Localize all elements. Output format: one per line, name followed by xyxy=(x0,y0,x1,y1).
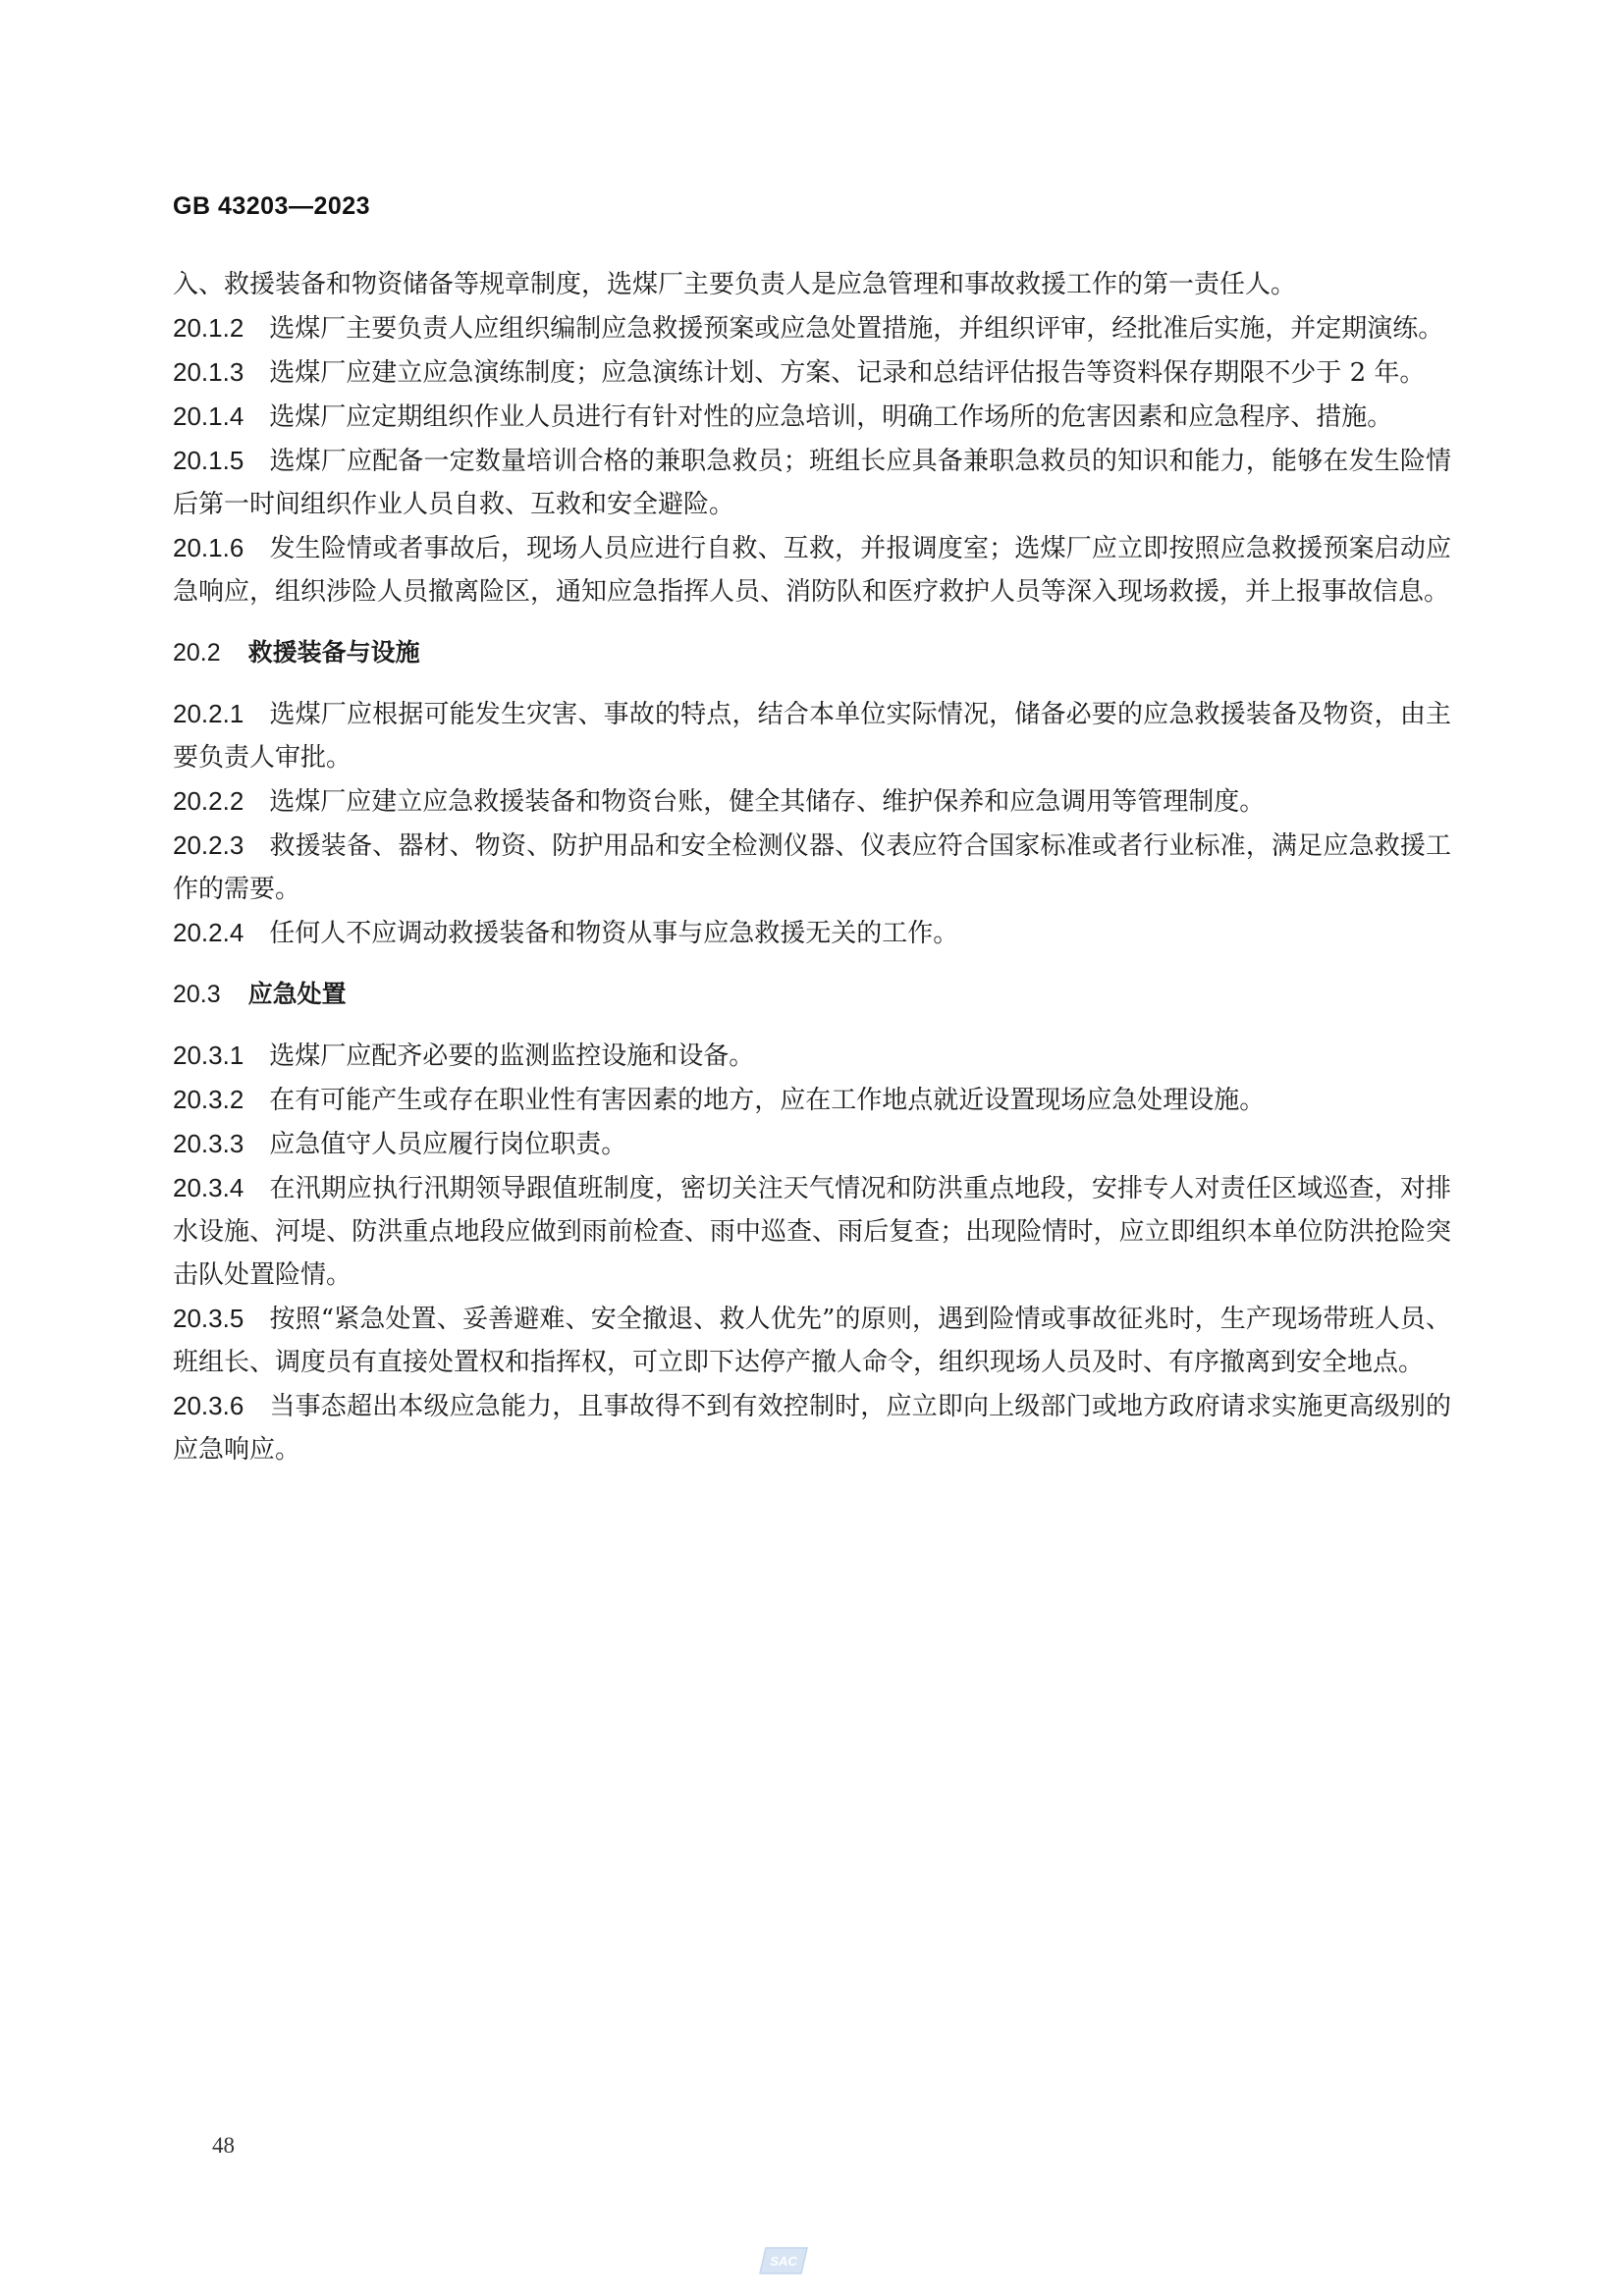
clause-text: 在汛期应执行汛期领导跟值班制度，密切关注天气情况和防洪重点地段，安排专人对责任区域巡查，对排水设施、河堤、防洪重点地段应做到雨前检查、雨中巡查、雨后复查；出现险情时，应立即组织本单位防洪抢险突击队处置险情。 xyxy=(173,1174,1451,1290)
clause-text: 选煤厂主要负责人应组织编制应急救援预案或应急处置措施，并组织评审，经批准后实施，并定期演练。 xyxy=(269,314,1444,344)
standard-code: GB 43203—2023 xyxy=(173,192,371,220)
clause-number: 20.1.5 xyxy=(173,446,244,475)
clause-number: 20.3.4 xyxy=(173,1173,244,1202)
clause-number: 20.3.5 xyxy=(173,1304,244,1333)
section-heading-20-3 xyxy=(173,973,1451,1016)
section-title: 应急处置 xyxy=(247,980,347,1008)
clause-number: 20.2.3 xyxy=(173,830,244,860)
clause-20-1-5 xyxy=(173,439,1451,526)
clause-text: 应急值守人员应履行岗位职责。 xyxy=(269,1130,627,1159)
clause-number: 20.3.3 xyxy=(173,1129,244,1158)
clause-20-1-4 xyxy=(173,395,1451,439)
clause-number: 20.2.4 xyxy=(173,918,244,947)
clause-number: 20.3.2 xyxy=(173,1085,244,1114)
clause-text: 选煤厂应定期组织作业人员进行有针对性的应急培训，明确工作场所的危害因素和应急程序、措施。 xyxy=(269,402,1393,432)
clause-number: 20.3.6 xyxy=(173,1391,244,1420)
clause-number: 20.1.6 xyxy=(173,533,244,562)
clause-number: 20.1.4 xyxy=(173,401,244,431)
clause-20-3-5 xyxy=(173,1297,1451,1384)
clause-text: 任何人不应调动救援装备和物资从事与应急救援无关的工作。 xyxy=(269,919,959,948)
clause-number: 20.2.2 xyxy=(173,786,244,816)
document-body xyxy=(173,263,1451,1471)
paragraph-continuation: 入、救援装备和物资储备等规章制度，选煤厂主要负责人是应急管理和事故救援工作的第一责任人。 xyxy=(173,270,1297,299)
clause-text: 发生险情或者事故后，现场人员应进行自救、互救，并报调度室；选煤厂应立即按照应急救援预案启动应急响应，组织涉险人员撤离险区，通知应急指挥人员、消防队和医疗救护人员等深入现场救援，并上报事故信息。 xyxy=(173,534,1451,607)
clause-text: 按照“紧急处置、妥善避难、安全撤退、救人优先”的原则，遇到险情或事故征兆时，生产现场带班人员、班组长、调度员有直接处置权和指挥权，可立即下达停产撤人命令，组织现场人员及时、有序撤离到安全地点。 xyxy=(173,1305,1451,1377)
clause-20-1-3 xyxy=(173,350,1451,395)
clause-20-2-2 xyxy=(173,779,1451,824)
section-title: 救援装备与设施 xyxy=(247,638,420,667)
clause-20-1-2 xyxy=(173,306,1451,350)
clause-text: 选煤厂应配齐必要的监测监控设施和设备。 xyxy=(269,1041,755,1071)
clause-20-1-6 xyxy=(173,526,1451,614)
clause-text: 选煤厂应配备一定数量培训合格的兼职急救员；班组长应具备兼职急救员的知识和能力，能够在发生险情后第一时间组织作业人员自救、互救和安全避险。 xyxy=(173,447,1451,519)
clause-20-3-2 xyxy=(173,1078,1451,1122)
clause-text: 当事态超出本级应急能力，且事故得不到有效控制时，应立即向上级部门或地方政府请求实施更高级别的应急响应。 xyxy=(173,1392,1451,1465)
clause-number: 20.1.2 xyxy=(173,313,244,343)
section-number: 20.3 xyxy=(173,981,221,1008)
clause-20-3-4 xyxy=(173,1166,1451,1297)
clause-text: 选煤厂应建立应急演练制度；应急演练计划、方案、记录和总结评估报告等资料保存期限不少于 2 年。 xyxy=(269,358,1426,388)
clause-text: 选煤厂应建立应急救援装备和物资台账，健全其储存、维护保养和应急调用等管理制度。 xyxy=(269,787,1266,817)
watermark-text: SAC xyxy=(770,2254,797,2269)
page-number: 48 xyxy=(212,2133,235,2158)
clause-number: 20.2.1 xyxy=(173,699,244,728)
sac-watermark-icon xyxy=(758,2244,811,2277)
clause-20-2-4 xyxy=(173,911,1451,955)
clause-text: 救援装备、器材、物资、防护用品和安全检测仪器、仪表应符合国家标准或者行业标准，满足应急救援工作的需要。 xyxy=(173,831,1451,904)
clause-20-3-3 xyxy=(173,1122,1451,1166)
clause-text: 在有可能产生或存在职业性有害因素的地方，应在工作地点就近设置现场应急处理设施。 xyxy=(269,1086,1266,1115)
clause-number: 20.1.3 xyxy=(173,357,244,387)
clause-number: 20.3.1 xyxy=(173,1041,244,1070)
clause-20-2-3 xyxy=(173,824,1451,911)
clause-20-3-6 xyxy=(173,1384,1451,1471)
clause-text: 选煤厂应根据可能发生灾害、事故的特点，结合本单位实际情况，储备必要的应急救援装备及物资，由主要负责人审批。 xyxy=(173,700,1451,773)
clause-20-2-1 xyxy=(173,692,1451,779)
clause-20-3-1 xyxy=(173,1034,1451,1078)
section-number: 20.2 xyxy=(173,639,221,667)
section-heading-20-2 xyxy=(173,631,1451,674)
